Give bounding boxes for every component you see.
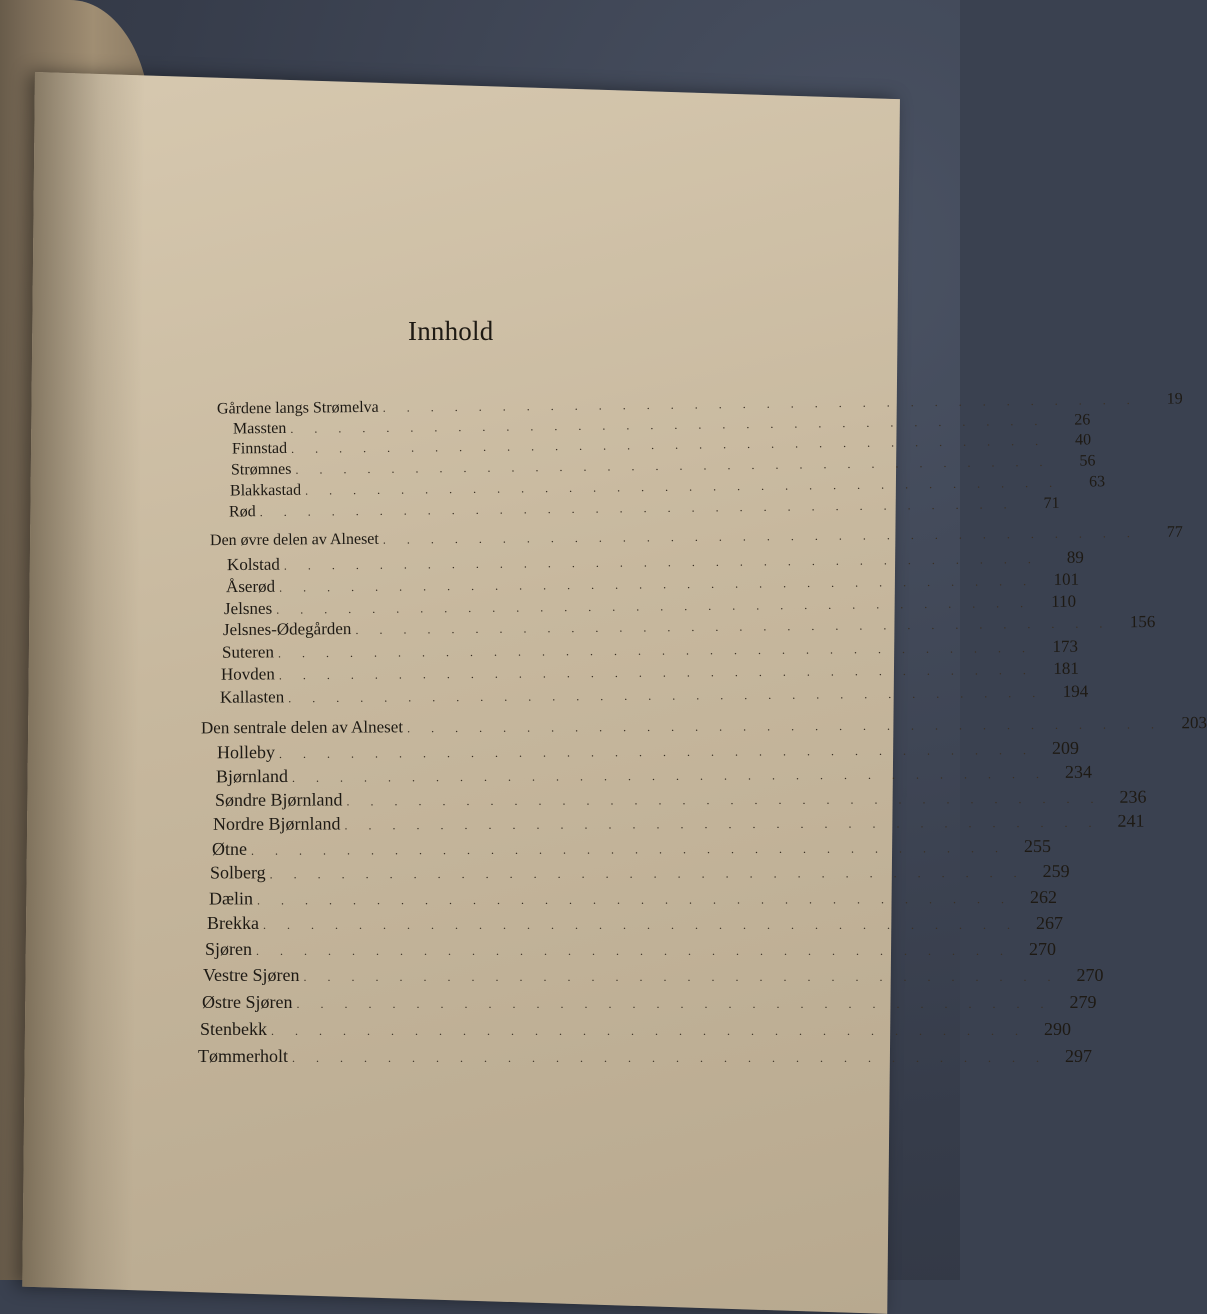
toc-entry: [198, 1046, 1092, 1068]
toc-entry: [211, 835, 1052, 861]
toc-page-number: 209: [1051, 737, 1080, 758]
leader-dots: . . . . . . . . . . . . . . . . . . . . . . . . . . . . . . . .: [288, 685, 1045, 706]
toc-label: Sjøren: [205, 939, 252, 959]
toc-section-heading: [209, 523, 1183, 554]
toc-entry: [215, 761, 1093, 789]
leader-dots: . . . . . . . . . . . . . . . . . . . . . . . . . . . . . . . .: [296, 997, 1053, 1011]
toc-label: Kallasten: [219, 687, 285, 707]
toc-label: Øtne: [211, 838, 248, 859]
toc-page-number: 63: [1088, 473, 1106, 491]
leader-dots: . . . . . . . . . . . . . . . . . . . . . . . . . . . . . . . .: [269, 866, 1026, 882]
leader-dots: . . . . . . . . . . . . . . . . . . . . . . . . . . . . . . . .: [303, 970, 1060, 984]
toc-page-number: 101: [1053, 569, 1080, 589]
toc-page-number: 270: [1076, 965, 1104, 985]
leader-dots: . . . . . . . . . . . . . . . . . . . . . . . . . . . . . . . .: [344, 815, 1101, 833]
toc-page-number: 267: [1035, 913, 1063, 933]
toc-label: Massten: [232, 419, 287, 438]
toc-label: Den sentrale delen av Alneset: [200, 717, 404, 738]
leader-dots: . . . . . . . . . . . . . . . . . . . . . . . . . . . . . . . .: [305, 475, 1062, 498]
toc-label: Hovden: [220, 664, 275, 684]
toc-entry: [228, 494, 1060, 526]
toc-entry: [202, 992, 1097, 1014]
leader-dots: . . . . . . . . . . . . . . . . . . . . . . . . . . . . . . . .: [291, 1051, 1048, 1065]
toc-label: Søndre Bjørnland: [214, 789, 343, 810]
leader-dots: . . . . . . . . . . . . . . . . . . . . . . . . . . . . . . . .: [276, 596, 1033, 617]
toc-label: Nordre Bjørnland: [212, 813, 341, 834]
toc-page-number: 241: [1117, 810, 1145, 831]
toc-label: Gårdene langs Strømelva: [216, 398, 379, 418]
toc-page-number: 255: [1023, 835, 1052, 857]
toc-entry: [203, 965, 1104, 987]
toc-label: Jelsnes: [223, 598, 273, 619]
toc-label: Strømnes: [230, 460, 292, 479]
toc-label: Finnstad: [231, 439, 288, 458]
leader-dots: . . . . . . . . . . . . . . . . . . . . . . . . . . . . . . . .: [277, 641, 1034, 661]
toc-entry: [208, 886, 1058, 911]
leader-dots: . . . . . . . . . . . . . . . . . . . . . . . . . . . . . . . .: [256, 944, 1012, 958]
toc-page-number: 234: [1064, 761, 1093, 782]
leader-dots: . . . . . . . . . . . . . . . . . . . . . . . . . . . . . . . .: [407, 717, 1164, 736]
toc-page-number: 56: [1079, 452, 1096, 470]
leader-dots: . . . . . . . . . . . . . . . . . . . . . . . . . . . . . . . .: [278, 743, 1036, 761]
toc-entry: [200, 1019, 1071, 1041]
toc-label: Bjørnland: [215, 765, 289, 787]
leader-dots: . . . . . . . . . . . . . . . . . . . . . . . . . . . . . . . .: [259, 497, 1016, 520]
leader-dots: . . . . . . . . . . . . . . . . . . . . . . . . . . . . . . . .: [291, 433, 1048, 456]
toc-page-number: 110: [1051, 591, 1077, 611]
leader-dots: . . . . . . . . . . . . . . . . . . . . . . . . . . . . . . . .: [271, 1024, 1027, 1038]
toc-label: Tømmerholt: [198, 1046, 288, 1066]
leader-dots: . . . . . . . . . . . . . . . . . . . . . . . . . . . . . . . .: [291, 766, 1049, 785]
leader-dots: . . . . . . . . . . . . . . . . . . . . . . . . . . . . . . . .: [278, 663, 1035, 683]
toc-label: Solberg: [209, 862, 266, 883]
toc-label: Brekka: [207, 913, 259, 933]
toc-page-number: 173: [1052, 636, 1078, 656]
toc-page-number: 77: [1166, 523, 1183, 541]
toc-page-number: 156: [1129, 611, 1156, 632]
leader-dots: . . . . . . . . . . . . . . . . . . . . . . . . . . . . . . . .: [279, 574, 1036, 595]
toc-page-number: 71: [1043, 494, 1060, 512]
toc-page-number: 262: [1029, 886, 1058, 908]
toc-entry: [219, 681, 1089, 709]
toc-label: Østre Sjøren: [202, 992, 293, 1012]
leader-dots: . . . . . . . . . . . . . . . . . . . . . . . . . . . . . . . .: [346, 791, 1103, 809]
toc-page-number: 297: [1064, 1046, 1092, 1066]
leader-dots: . . . . . . . . . . . . . . . . . . . . . . . . . . . . . . . .: [290, 413, 1047, 436]
toc-entry: [222, 611, 1156, 642]
toc-entry: [220, 658, 1079, 686]
leader-dots: . . . . . . . . . . . . . . . . . . . . . . . . . . . . . . . .: [250, 841, 1008, 858]
toc-page-number: 89: [1066, 547, 1084, 567]
toc-label: Suteren: [221, 642, 274, 662]
leader-dots: . . . . . . . . . . . . . . . . . . . . . . . . . . . . . . . .: [382, 392, 1139, 415]
leader-dots: . . . . . . . . . . . . . . . . . . . . . . . . . . . . . . . .: [295, 454, 1052, 477]
toc-label: Rød: [228, 503, 256, 521]
toc-label: Stenbekk: [200, 1019, 267, 1039]
toc-entry: [214, 786, 1147, 812]
toc-page-number: 181: [1053, 658, 1079, 678]
toc-entry: [212, 810, 1145, 836]
toc-label: Holleby: [216, 742, 276, 763]
leader-dots: . . . . . . . . . . . . . . . . . . . . . . . . . . . . . . . .: [283, 552, 1040, 573]
toc-entry: [216, 737, 1080, 765]
toc-page-number: 236: [1119, 786, 1147, 807]
leader-dots: . . . . . . . . . . . . . . . . . . . . . . . . . . . . . . . .: [262, 918, 1019, 932]
page-title: Innhold: [408, 316, 494, 346]
toc-page-number: 279: [1069, 992, 1097, 1012]
toc-label: Dælin: [208, 888, 254, 909]
toc-section-heading: [200, 713, 1207, 741]
toc-label: Blakkastad: [229, 481, 302, 500]
toc-page-number: 270: [1029, 939, 1056, 959]
toc-page-number: 194: [1062, 681, 1089, 701]
toc-entry: [209, 860, 1070, 885]
leader-dots: . . . . . . . . . . . . . . . . . . . . . . . . . . . . . . . .: [257, 892, 1014, 908]
toc-page-number: 259: [1042, 860, 1070, 881]
toc-label: Kolstad: [226, 554, 280, 575]
toc-label: Vestre Sjøren: [203, 965, 300, 985]
toc-label: Åserød: [225, 576, 276, 597]
leader-dots: . . . . . . . . . . . . . . . . . . . . . . . . . . . . . . . .: [355, 616, 1112, 637]
toc-page-number: 40: [1074, 431, 1092, 449]
toc-page-number: 26: [1074, 411, 1091, 429]
toc-entry: [205, 939, 1056, 961]
toc-page-number: 203: [1181, 713, 1207, 733]
toc-label: Den øvre delen av Alneset: [209, 530, 379, 550]
toc-label: Jelsnes-Ødegården: [222, 619, 352, 640]
toc-page-number: 290: [1044, 1019, 1071, 1039]
toc-page-number: 19: [1166, 390, 1183, 408]
leader-dots: . . . . . . . . . . . . . . . . . . . . . . . . . . . . . . . .: [382, 526, 1139, 547]
toc-entry: [207, 913, 1063, 935]
